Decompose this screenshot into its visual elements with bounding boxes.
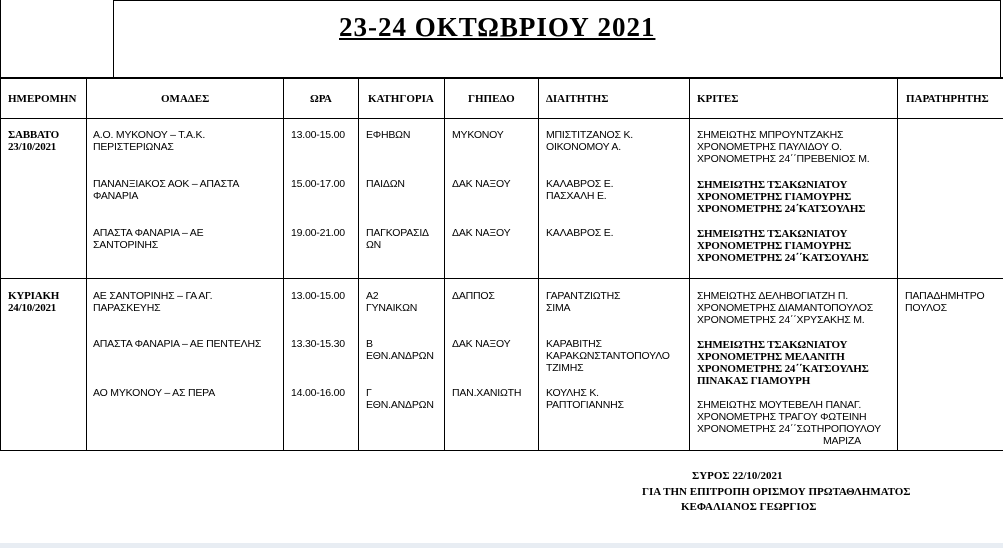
header-category: ΚΑΤΗΓΟΡΙΑ	[368, 93, 434, 105]
match-referees	[546, 129, 633, 153]
window-bottom-edge	[0, 543, 1003, 548]
day-separator	[0, 278, 1003, 279]
team-line: ΠΕΡΙΣΤΕΡΙΩΝΑΣ	[93, 141, 174, 153]
column-divider	[86, 78, 87, 451]
page-title: 23-24 ΟΚΤΩΒΡΙΟΥ 2021	[339, 12, 656, 42]
match-time: 15.00-17.00	[291, 178, 345, 190]
table-bottom-border	[0, 450, 1003, 451]
match-referees	[546, 387, 624, 411]
referee-line: ΟΙΚΟΝΟΜΟΥ Α.	[546, 141, 621, 153]
match-teams	[93, 338, 261, 350]
header-date: ΗΜΕΡΟΜΗΝ	[8, 93, 77, 105]
judge-line: ΧΡΟΝΟΜΕΤΡΗΣ ΠΑΥΛΙΔΟΥ Ο.	[697, 141, 842, 153]
team-line: ΣΑΝΤΟΡΙΝΗΣ	[93, 239, 159, 251]
category-line: ΕΘΝ.ΑΝΔΡΩΝ	[366, 350, 434, 362]
category-line: Β	[366, 338, 373, 350]
judge-line: ΧΡΟΝΟΜΕΤΡΗΣ ΤΡΑΓΟΥ ΦΩΤΕΙΝΗ	[697, 411, 867, 423]
referee-line: ΓΑΡΑΝΤΖΙΩΤΗΣ	[546, 290, 621, 302]
column-divider	[0, 0, 1, 451]
judge-line: ΧΡΟΝΟΜΕΤΡΗΣ ΓΙΑΜΟΥΡΗΣ	[697, 240, 852, 252]
judge-line: ΧΡΟΝΟΜΕΤΡΗΣ ΓΙΑΜΟΥΡΗΣ	[697, 191, 852, 203]
match-teams	[93, 227, 203, 251]
match-venue: ΔΑΚ ΝΑΞΟΥ	[452, 227, 511, 239]
column-divider	[444, 78, 445, 451]
footer-place-date: ΣΥΡΟΣ 22/10/2021	[692, 470, 783, 482]
header-referees: ΔΙΑΙΤΗΤΗΣ	[546, 93, 609, 105]
match-venue: ΔΑΚ ΝΑΞΟΥ	[452, 178, 511, 190]
header-venue: ΓΗΠΕΔΟ	[468, 93, 515, 105]
match-time: 14.00-16.00	[291, 387, 345, 399]
observer-line: ΠΟΥΛΟΣ	[905, 302, 947, 314]
match-teams	[93, 129, 205, 153]
match-time: 13.00-15.00	[291, 290, 345, 302]
judge-line: ΣΗΜΕΙΩΤΗΣ ΔΕΛΗΒΟΓΙΑΤΖΗ Π.	[697, 290, 848, 302]
referee-line: ΚΟΥΛΗΣ Κ.	[546, 387, 599, 399]
judge-line: ΣΗΜΕΙΩΤΗΣ ΤΣΑΚΩΝΙΑΤΟΥ	[697, 179, 848, 191]
judge-line: ΧΡΟΝΟΜΕΤΡΗΣ 24΄΄ΠΡΕΒΕΝΙΟΣ Μ.	[697, 153, 870, 165]
match-time: 19.00-21.00	[291, 227, 345, 239]
team-line: ΑΠΑΣΤΑ ΦΑΝΑΡΙΑ – ΑΕ ΠΕΝΤΕΛΗΣ	[93, 338, 262, 350]
referee-line: ΡΑΠΤΟΓΙΑΝΝΗΣ	[546, 399, 624, 411]
match-judges	[697, 228, 869, 264]
referee-line: ΚΑΡΑΒΙΤΗΣ	[546, 338, 602, 350]
column-divider	[689, 78, 690, 451]
header-judges: ΚΡΙΤΕΣ	[697, 93, 739, 105]
observer-line: ΠΑΠΑΔΗΜΗΤΡΟ	[905, 290, 985, 302]
category-line: Α2	[366, 290, 379, 302]
match-teams	[93, 290, 212, 314]
match-teams	[93, 178, 239, 202]
match-time: 13.00-15.00	[291, 129, 345, 141]
match-judges	[697, 339, 869, 387]
day-label	[8, 290, 59, 314]
category-line: ΠΑΙΔΩΝ	[366, 178, 405, 190]
team-line: ΑΟ ΜΥΚΟΝΟΥ – ΑΣ ΠΕΡΑ	[93, 387, 216, 399]
judge-line: ΣΗΜΕΙΩΤΗΣ ΜΠΡΟΥΝΤΖΑΚΗΣ	[697, 129, 844, 141]
match-referees	[546, 227, 613, 239]
column-divider	[358, 78, 359, 451]
match-judges	[697, 179, 865, 215]
team-line: ΠΑΡΑΣΚΕΥΗΣ	[93, 302, 161, 314]
day-name: ΣΑΒΒΑΤΟ	[8, 129, 59, 141]
judge-line: ΧΡΟΝΟΜΕΤΡΗΣ 24΄΄ΚΑΤΣΟΥΛΗΣ	[697, 252, 869, 264]
day-label	[8, 129, 59, 153]
judge-line: ΧΡΟΝΟΜΕΤΡΗΣ ΔΙΑΜΑΝΤΟΠΟΥΛΟΣ	[697, 302, 874, 314]
team-line: ΦΑΝΑΡΙΑ	[93, 190, 139, 202]
judge-line: ΠΙΝΑΚΑΣ ΓΙΑΜΟΥΡΗ	[697, 375, 811, 387]
day-date: 23/10/2021	[8, 141, 57, 153]
judge-line: ΧΡΟΝΟΜΕΤΡΗΣ 24΄ΚΑΤΣΟΥΛΗΣ	[697, 203, 866, 215]
match-category	[366, 290, 417, 314]
day-date: 24/10/2021	[8, 302, 57, 314]
header-observer: ΠΑΡΑΤΗΡΗΤΗΣ	[906, 93, 989, 105]
referee-line: ΜΠΙΣΤΙΤΖΑΝΟΣ Κ.	[546, 129, 633, 141]
header-top-border	[0, 77, 1003, 79]
match-category	[366, 387, 434, 411]
header-bottom-border	[0, 118, 1003, 119]
referee-line: ΤΖΙΜΗΣ	[546, 362, 584, 374]
match-category	[366, 129, 410, 141]
judge-line: ΧΡΟΝΟΜΕΤΡΗΣ 24΄΄ΣΩΤΗΡΟΠΟΥΛΟΥ	[697, 423, 881, 435]
header-teams: ΟΜΑΔΕΣ	[161, 93, 210, 105]
column-divider	[538, 78, 539, 451]
match-category	[366, 338, 434, 362]
team-line: ΠΑΝΑΝΞΙΑΚΟΣ ΑΟΚ – ΑΠΑΣΤΑ	[93, 178, 240, 190]
match-venue: ΠΑΝ.ΧΑΝΙΩΤΗ	[452, 387, 522, 399]
category-line: ΓΥΝΑΙΚΩΝ	[366, 302, 418, 314]
judge-line: ΣΗΜΕΙΩΤΗΣ ΤΣΑΚΩΝΙΑΤΟΥ	[697, 228, 848, 240]
judge-line: ΣΗΜΕΙΩΤΗΣ ΤΣΑΚΩΝΙΑΤΟΥ	[697, 339, 848, 351]
referee-line: ΚΑΛΑΒΡΟΣ Ε.	[546, 178, 614, 190]
match-judges	[697, 290, 873, 326]
category-line: ΕΘΝ.ΑΝΔΡΩΝ	[366, 399, 434, 411]
header-time: ΩΡΑ	[310, 93, 332, 105]
column-divider	[283, 78, 284, 451]
observer-name	[905, 290, 984, 314]
judge-line: ΧΡΟΝΟΜΕΤΡΗΣ 24΄΄ΧΡΥΣΑΚΗΣ Μ.	[697, 314, 865, 326]
referee-line: ΚΑΛΑΒΡΟΣ Ε.	[546, 227, 614, 239]
team-line: ΑΕ ΣΑΝΤΟΡΙΝΗΣ – ΓΑ ΑΓ.	[93, 290, 213, 302]
judge-line: ΧΡΟΝΟΜΕΤΡΗΣ ΜΕΛΑΝΙΤΗ	[697, 351, 845, 363]
match-judges	[697, 129, 870, 165]
judge-line: ΧΡΟΝΟΜΕΤΡΗΣ 24΄΄ΚΑΤΣΟΥΛΗΣ	[697, 363, 869, 375]
referee-line: ΠΑΣΧΑΛΗ Ε.	[546, 190, 607, 202]
match-referees	[546, 290, 620, 314]
referee-line: ΣΙΜΑ	[546, 302, 571, 314]
category-line: ΩΝ	[366, 239, 382, 251]
team-line: ΑΠΑΣΤΑ ΦΑΝΑΡΙΑ – ΑΕ	[93, 227, 204, 239]
match-referees	[546, 338, 670, 374]
title-box-top-border	[113, 0, 1001, 1]
referee-line: ΚΑΡΑΚΩΝΣΤΑΝΤΟΠΟΥΛΟ	[546, 350, 670, 362]
title-box-right-border	[1000, 0, 1001, 78]
judge-line: ΣΗΜΕΙΩΤΗΣ ΜΟΥΤΕΒΕΛΗ ΠΑΝΑΓ.	[697, 399, 862, 411]
match-time: 13.30-15.30	[291, 338, 345, 350]
match-teams	[93, 387, 215, 399]
match-venue: ΔΑΚ ΝΑΞΟΥ	[452, 338, 511, 350]
column-divider	[897, 78, 898, 451]
match-referees	[546, 178, 613, 202]
category-line: ΕΦΗΒΩΝ	[366, 129, 411, 141]
category-line: Γ	[366, 387, 372, 399]
match-judges	[697, 399, 881, 447]
footer-signer: ΚΕΦΑΛΙΑΝΟΣ ΓΕΩΡΓΙΟΣ	[681, 501, 817, 513]
match-category	[366, 227, 429, 251]
team-line: Α.Ο. ΜΥΚΟΝΟΥ – Τ.Α.Κ.	[93, 129, 206, 141]
category-line: ΠΑΓΚΟΡΑΣΙΔ	[366, 227, 429, 239]
judge-line: ΜΑΡΙΖΑ	[823, 435, 861, 447]
title-box-left-border	[113, 0, 114, 78]
footer-committee: ΓΙΑ ΤΗΝ ΕΠΙΤΡΟΠΗ ΟΡΙΣΜΟΥ ΠΡΩΤΑΘΛΗΜΑΤΟΣ	[642, 486, 911, 498]
day-name: ΚΥΡΙΑΚΗ	[8, 290, 60, 302]
match-category	[366, 178, 405, 190]
match-venue: ΔΑΠΠΟΣ	[452, 290, 495, 302]
match-venue: ΜΥΚΟΝΟΥ	[452, 129, 504, 141]
